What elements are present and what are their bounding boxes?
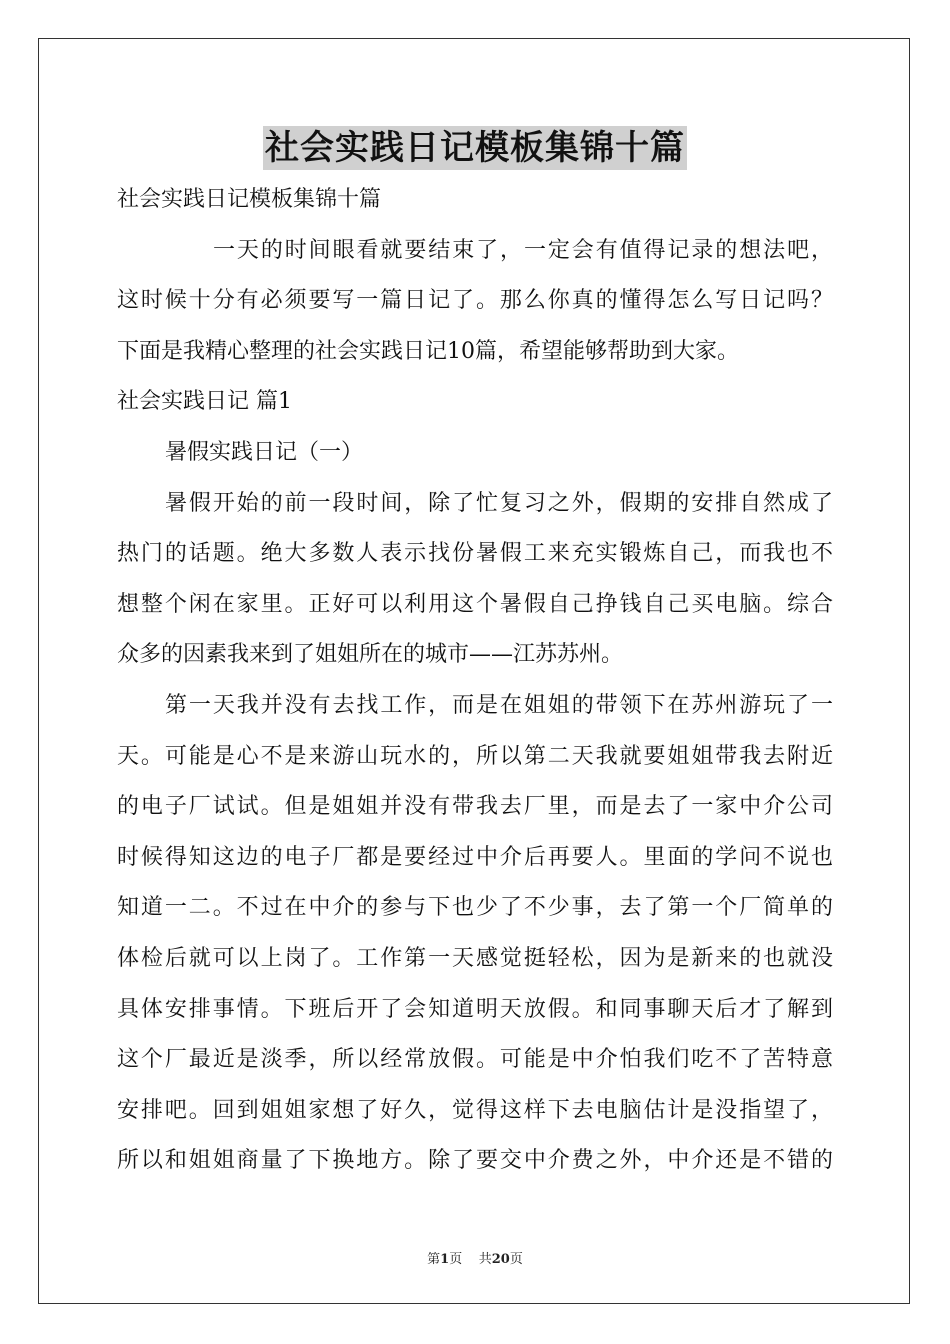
text-line: 时候得知这边的电子厂都是要经过中介后再要人。里面的学问不说也	[117, 844, 833, 870]
text-line: 社会实践日记模板集锦十篇	[117, 187, 382, 212]
text-line: 安排吧。回到姐姐家想了好久，觉得这样下去电脑估计是没指望了，	[117, 1097, 833, 1123]
text-line: 下面是我精心整理的社会实践日记10篇，希望能够帮助到大家。	[117, 338, 739, 364]
title-wrap	[0, 126, 950, 170]
text-line: 具体安排事情。下班后开了会知道明天放假。和同事聊天后才了解到	[117, 996, 833, 1022]
document-title: 社会实践日记模板集锦十篇	[265, 128, 685, 168]
text-line: 第一天我并没有去找工作，而是在姐姐的带领下在苏州游玩了一	[165, 692, 833, 718]
text-line: 所以和姐姐商量了下换地方。除了要交中介费之外，中介还是不错的	[117, 1148, 833, 1174]
text-line: 天。可能是心不是来游山玩水的，所以第二天我就要姐姐带我去附近	[117, 743, 833, 769]
footer-total-pages: 20	[491, 1252, 510, 1267]
text-line: 众多的因素我来到了姐姐所在的城市——江苏苏州。	[117, 642, 624, 668]
footer-total-prefix: 共	[478, 1252, 492, 1267]
text-line: 这个厂最近是淡季，所以经常放假。可能是中介怕我们吃不了苦特意	[117, 1047, 833, 1073]
text-line: 的电子厂试试。但是姐姐并没有带我去厂里，而是去了一家中介公司	[117, 794, 833, 820]
text-line: 热门的话题。绝大多数人表示找份暑假工来充实锻炼自己，而我也不	[117, 541, 833, 567]
text-line: 暑假实践日记（一）	[165, 439, 364, 465]
text-line: 知道一二。不过在中介的参与下也少了不少事，去了第一个厂简单的	[117, 895, 833, 921]
text-line: 暑假开始的前一段时间，除了忙复习之外，假期的安排自然成了	[165, 490, 833, 516]
footer-page-suffix: 页	[449, 1252, 463, 1267]
page-footer	[0, 1248, 950, 1267]
document-body	[117, 178, 833, 1190]
text-line: 体检后就可以上岗了。工作第一天感觉挺轻松，因为是新来的也就没	[117, 945, 833, 971]
footer-total-suffix: 页	[509, 1252, 523, 1267]
footer-page-number: 1	[440, 1252, 450, 1267]
text-line: 这时候十分有必须要写一篇日记了。那么你真的懂得怎么写日记吗？	[117, 288, 833, 314]
text-line: 社会实践日记 篇1	[117, 389, 292, 415]
text-line: 一天的时间眼看就要结束了，一定会有值得记录的想法吧，	[213, 237, 833, 263]
text-line: 想整个闲在家里。正好可以利用这个暑假自己挣钱自己买电脑。综合	[117, 591, 833, 617]
footer-prefix: 第	[427, 1252, 441, 1267]
